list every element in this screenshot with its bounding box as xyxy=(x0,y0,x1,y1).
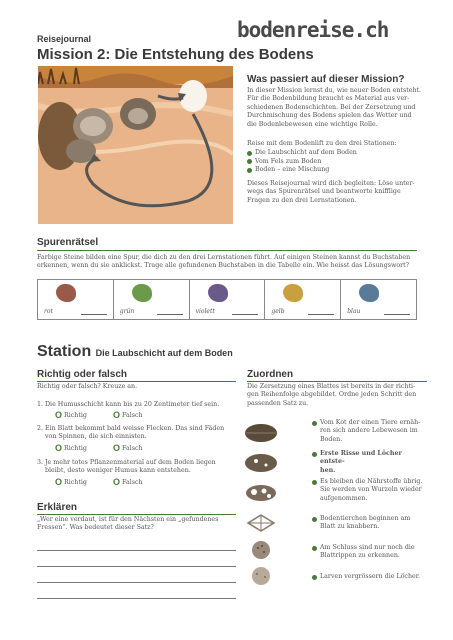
green-stone-icon xyxy=(132,284,152,302)
q3-false-option[interactable]: O Falsch xyxy=(113,477,143,487)
q1-false-option[interactable]: O Falsch xyxy=(113,410,143,420)
zuordnen-item[interactable]: Vom Kot der einen Tiere ernäh- ren sich andere Lebewesen im Boden. xyxy=(312,419,427,444)
erklaeren-heading: Erklären xyxy=(37,502,78,513)
stations-list xyxy=(247,149,357,175)
stone-cell-blue[interactable]: blau xyxy=(341,280,416,319)
divider xyxy=(247,381,427,382)
zuordnen-text: Die Zersetzung eines Blattes ist bereits in der richti- gen Reihenfolge abgebildet. Ordne jeden Schritt den passenden Satz zu. xyxy=(247,383,417,407)
q3-true-option[interactable]: O Richtig xyxy=(55,477,87,487)
stone-table xyxy=(37,279,417,320)
leaf-stage-5-icon xyxy=(244,540,278,560)
violet-stone-icon xyxy=(208,284,228,302)
list-item: Die Laubschicht auf dem Boden xyxy=(247,149,357,158)
rof-heading: Richtig oder falsch xyxy=(37,369,128,380)
leaf-stage-2-icon xyxy=(244,453,278,473)
spuren-heading: Spurenrätsel xyxy=(37,237,99,248)
divider xyxy=(37,381,236,382)
leaf-stage-4-icon xyxy=(244,513,278,533)
answer-line[interactable] xyxy=(37,582,236,583)
q2-false-option[interactable]: O Falsch xyxy=(113,443,143,453)
leaf-stage-6-icon xyxy=(244,566,278,586)
q1-true-option[interactable]: O Richtig xyxy=(55,410,87,420)
question-2: 2. Ein Blatt bekommt bald weisse Flecken. Das sind Fäden von Spinnen, die sich einnisten. xyxy=(37,425,225,441)
intro-text: In dieser Mission lernst du, wie neuer Boden entsteht. Für die Bodenbildung braucht es Material aus ver- schiedenen Bodenschichten. Bei der Zersetzung und Durchmischung des Bodens spielen das Wetter und die Bodenlebewesen eine wichtige Rolle. xyxy=(247,87,422,128)
stone-cell-yellow[interactable]: gelb xyxy=(265,280,341,319)
zuordnen-item[interactable]: Erste Risse und Löcher entste- hen. xyxy=(312,450,427,475)
leaf-stage-1-icon xyxy=(244,423,278,443)
journal-text: Dieses Reisejournal wird dich begleiten: Löse unter- wegs das Spurenrätsel und beantworte knifflige Fragen zu den drei Lernstationen. xyxy=(247,180,415,204)
kicker: Reisejournal xyxy=(37,34,92,44)
rof-intro: Richtig oder falsch? Kreuze an. xyxy=(37,383,138,390)
stations-intro: Reise mit dem Bodenlift zu den drei Stationen: xyxy=(247,140,397,147)
divider xyxy=(37,514,236,515)
stone-cell-green[interactable]: grün xyxy=(114,280,190,319)
red-stone-icon xyxy=(56,284,76,302)
station-title: Station Die Laubschicht auf dem Boden xyxy=(37,343,233,360)
stone-cell-violet[interactable]: violett xyxy=(190,280,266,319)
leaf-stage-3-icon xyxy=(244,483,278,503)
zuordnen-item[interactable]: Am Schluss sind nur noch die Blattrippen zu erkennen. xyxy=(312,544,427,561)
zuordnen-item[interactable]: Larven vergrössern die Löcher. xyxy=(312,573,427,581)
zuordnen-item[interactable]: Bodentierchen beginnen am Blatt zu knabbern. xyxy=(312,515,427,532)
q2-true-option[interactable]: O Richtig xyxy=(55,443,87,453)
intro-heading: Was passiert auf dieser Mission? xyxy=(247,74,405,85)
blue-stone-icon xyxy=(359,284,379,302)
question-1: 1. Die Humusschicht kann bis zu 20 Zentimeter tief sein. xyxy=(37,401,220,408)
spuren-text: Farbige Steine bilden eine Spur, die dich zu den drei Lernstationen führt. Auf einigen Steinen kannst du Buchstaben erkennen, wenn du sie anklickst. Trage alle gefundenen Buchstaben in die Tabelle ein. Wie heisst das Lösungswort? xyxy=(37,254,411,270)
logo: bodenreise.ch xyxy=(237,18,389,42)
zuordnen-item[interactable]: Es bleiben die Nährstoffe übrig. Sie werden von Wurzeln wieder aufgenommen. xyxy=(312,478,427,503)
answer-line[interactable] xyxy=(37,598,236,599)
list-item: Vom Fels zum Boden xyxy=(247,158,357,167)
answer-line[interactable] xyxy=(37,566,236,567)
answer-line[interactable] xyxy=(37,550,236,551)
divider xyxy=(37,250,417,251)
question-3: 3. Je mehr totes Pflanzenmaterial auf dem Boden liegen bleibt, desto weniger Humus kann entstehen. xyxy=(37,459,216,475)
yellow-stone-icon xyxy=(283,284,303,302)
soil-illustration xyxy=(38,66,233,224)
erklaeren-text: „Wer eine verdaut, ist für den Nächsten ein „gefundenes Fressen“. Was bedeutet dieser Satz? xyxy=(37,516,219,532)
list-item: Boden – eine Mischung xyxy=(247,166,357,175)
page-title: Mission 2: Die Entstehung des Bodens xyxy=(37,46,314,63)
stone-cell-red[interactable]: rot xyxy=(38,280,114,319)
zuordnen-heading: Zuordnen xyxy=(247,369,294,380)
